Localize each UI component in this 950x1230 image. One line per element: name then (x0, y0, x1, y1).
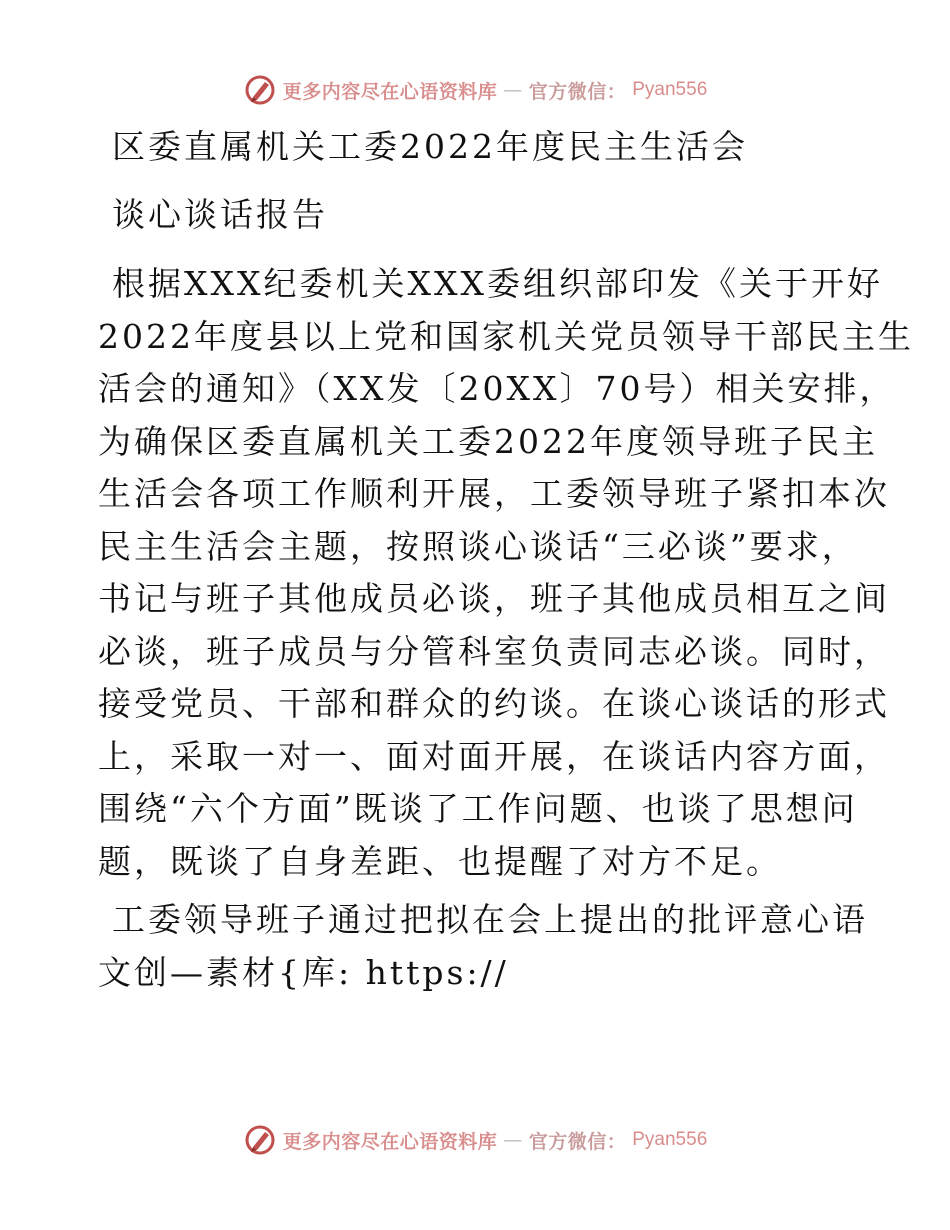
paragraph-line: 上，采取一对一、面对面开展，在谈话内容方面， (98, 736, 890, 776)
watermark-side-text: 官方微信： (528, 80, 627, 103)
watermark-wechat-id: Pyan556 (632, 1129, 708, 1150)
watermark-dash: — (503, 79, 523, 101)
paragraph-line: 2022年度县以上党和国家机关党员领导干部民主生 (98, 316, 914, 356)
paragraph-line: 题，既谈了自身差距、也提醒了对方不足。 (98, 841, 782, 881)
document-subtitle: 谈心谈话报告 (112, 195, 328, 234)
watermark-dash: — (503, 1129, 523, 1151)
paragraph-line: 书记与班子其他成员必谈，班子其他成员相互之间 (98, 579, 890, 618)
document-title: 区委直属机关工委2022年度民主生活会 (112, 127, 748, 166)
watermark-footer (0, 1120, 950, 1160)
paragraph-line: 文创—素材{库: https:// (98, 952, 509, 992)
paragraph-line: 必谈，班子成员与分管科室负责同志必谈。同时， (98, 631, 890, 671)
pen-logo-icon (243, 73, 277, 107)
document-body (98, 122, 914, 999)
paragraph-line: 活会的通知》（XX发〔20XX〕70号）相关安排， (98, 369, 896, 408)
watermark-main-text: 更多内容尽在心语资料库 (282, 80, 498, 103)
paragraph-1 (98, 258, 914, 888)
paragraph-line: 工委领导班子通过把拟在会上提出的批评意心语 (112, 900, 868, 939)
watermark-wechat-id: Pyan556 (632, 79, 708, 100)
paragraph-line: 根据XXX纪委机关XXX委组织部印发《关于开好 (112, 264, 883, 303)
paragraph-line: 民主生活会主题，按照谈心谈话“三必谈”要求， (98, 526, 858, 566)
paragraph-line: 为确保区委直属机关工委2022年度领导班子民主 (98, 421, 878, 461)
watermark-side-text: 官方微信： (528, 1130, 627, 1153)
pen-logo-icon (243, 1123, 277, 1157)
watermark-main-text: 更多内容尽在心语资料库 (282, 1130, 498, 1153)
paragraph-line: 接受党员、干部和群众的约谈。在谈心谈话的形式 (98, 684, 890, 723)
paragraph-line: 围绕“六个方面”既谈了工作问题、也谈了思想问 (98, 789, 858, 828)
paragraph-line: 生活会各项工作顺利开展，工委领导班子紧扣本次 (98, 474, 890, 513)
watermark-header (0, 70, 950, 110)
paragraph-2 (98, 894, 868, 999)
